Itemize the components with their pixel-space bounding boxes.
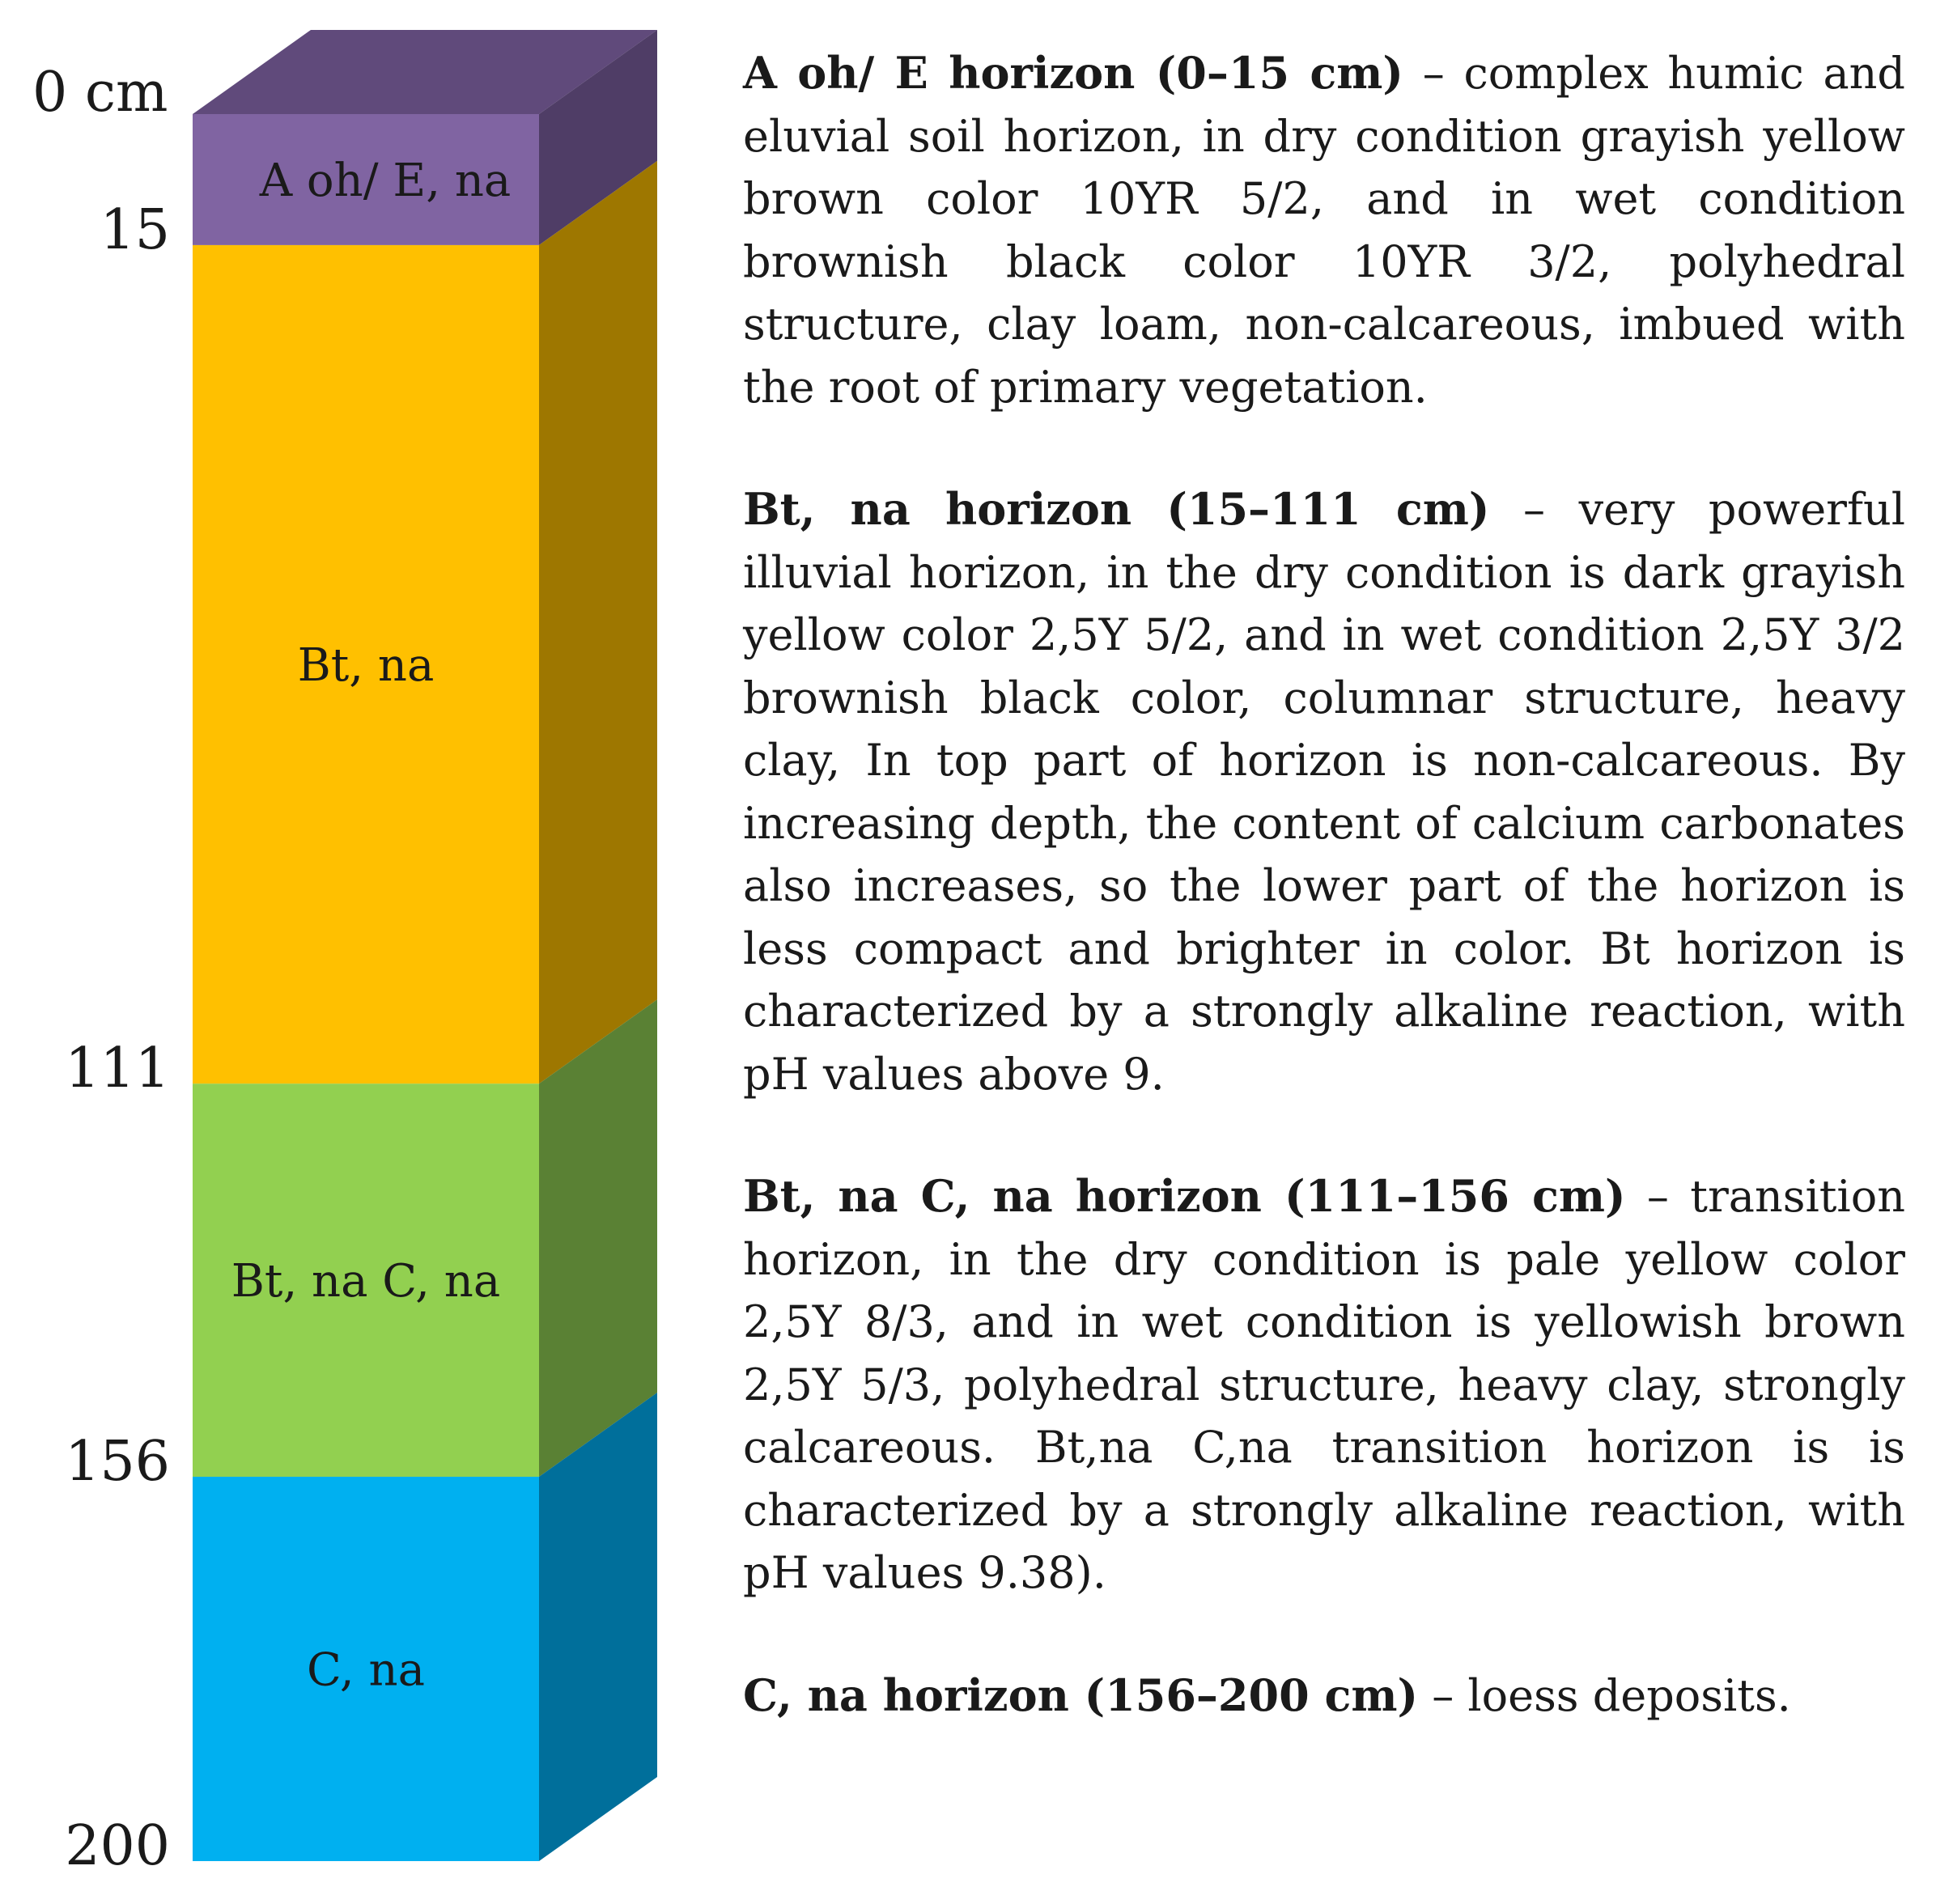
horizon-side-face bbox=[539, 161, 657, 1083]
horizon-descriptions bbox=[743, 42, 1905, 1787]
description-heading: Bt, na C, na horizon (111–156 cm) bbox=[743, 1170, 1626, 1222]
description-heading: A oh/ E horizon (0–15 cm) bbox=[743, 47, 1403, 99]
horizon-label: Bt, na bbox=[297, 639, 435, 693]
description-text: – transition horizon, in the dry condition is pale yellow color 2,5Y 8/3, and in wet condition is yellowish brown 2,5Y 5/3, polyhedral structure, heavy clay, strongly calcareous. Bt,na C,na transition horizon is is characterized by a strongly alkaline reaction, with pH values 9.38). bbox=[743, 1171, 1905, 1598]
horizon-label: C, na bbox=[307, 1643, 425, 1697]
description-heading: C, na horizon (156–200 cm) bbox=[743, 1669, 1419, 1721]
depth-label-111: 111 bbox=[65, 1037, 170, 1101]
description-c-na-horizon bbox=[743, 1664, 1905, 1728]
depth-label-200: 200 bbox=[65, 1814, 170, 1878]
horizon-label: A oh/ E, na bbox=[259, 154, 512, 207]
soil-profile-column bbox=[0, 0, 672, 1904]
depth-label-156: 156 bbox=[65, 1430, 170, 1495]
horizon-label: Bt, na C, na bbox=[231, 1255, 501, 1308]
description-text: – loess deposits. bbox=[1418, 1669, 1791, 1721]
description-text: – complex humic and eluvial soil horizon, in dry condition grayish yellow brown color 10YR 5/2, and in wet condition brownish black color 10YR 3/2, polyhedral structure, clay loam, non-calcareous, imbued with the root of primary vegetation. bbox=[743, 48, 1905, 413]
horizon-side-face bbox=[539, 999, 657, 1477]
horizon-layer-bt-na bbox=[193, 161, 657, 1083]
depth-label-0: 0 cm bbox=[32, 61, 168, 125]
description-bt-na-c-na-horizon bbox=[743, 1165, 1905, 1605]
description-text: – very powerful illuvial horizon, in the dry condition is dark grayish yellow color 2,5Y 5/2, and in wet condition 2,5Y 3/2 brownish black color, columnar structure, heavy clay, In top part of horizon is non-calcareous. By increasing depth, the content of calcium carbonates also increases, so the lower part of the horizon is less compact and brighter in color. Bt horizon is characterized by a strongly alkaline reaction, with pH values above 9. bbox=[743, 484, 1905, 1100]
description-a-oh-e-horizon bbox=[743, 42, 1905, 418]
description-heading: Bt, na horizon (15–111 cm) bbox=[743, 483, 1490, 535]
depth-label-15: 15 bbox=[100, 197, 170, 262]
description-bt-na-horizon bbox=[743, 478, 1905, 1105]
